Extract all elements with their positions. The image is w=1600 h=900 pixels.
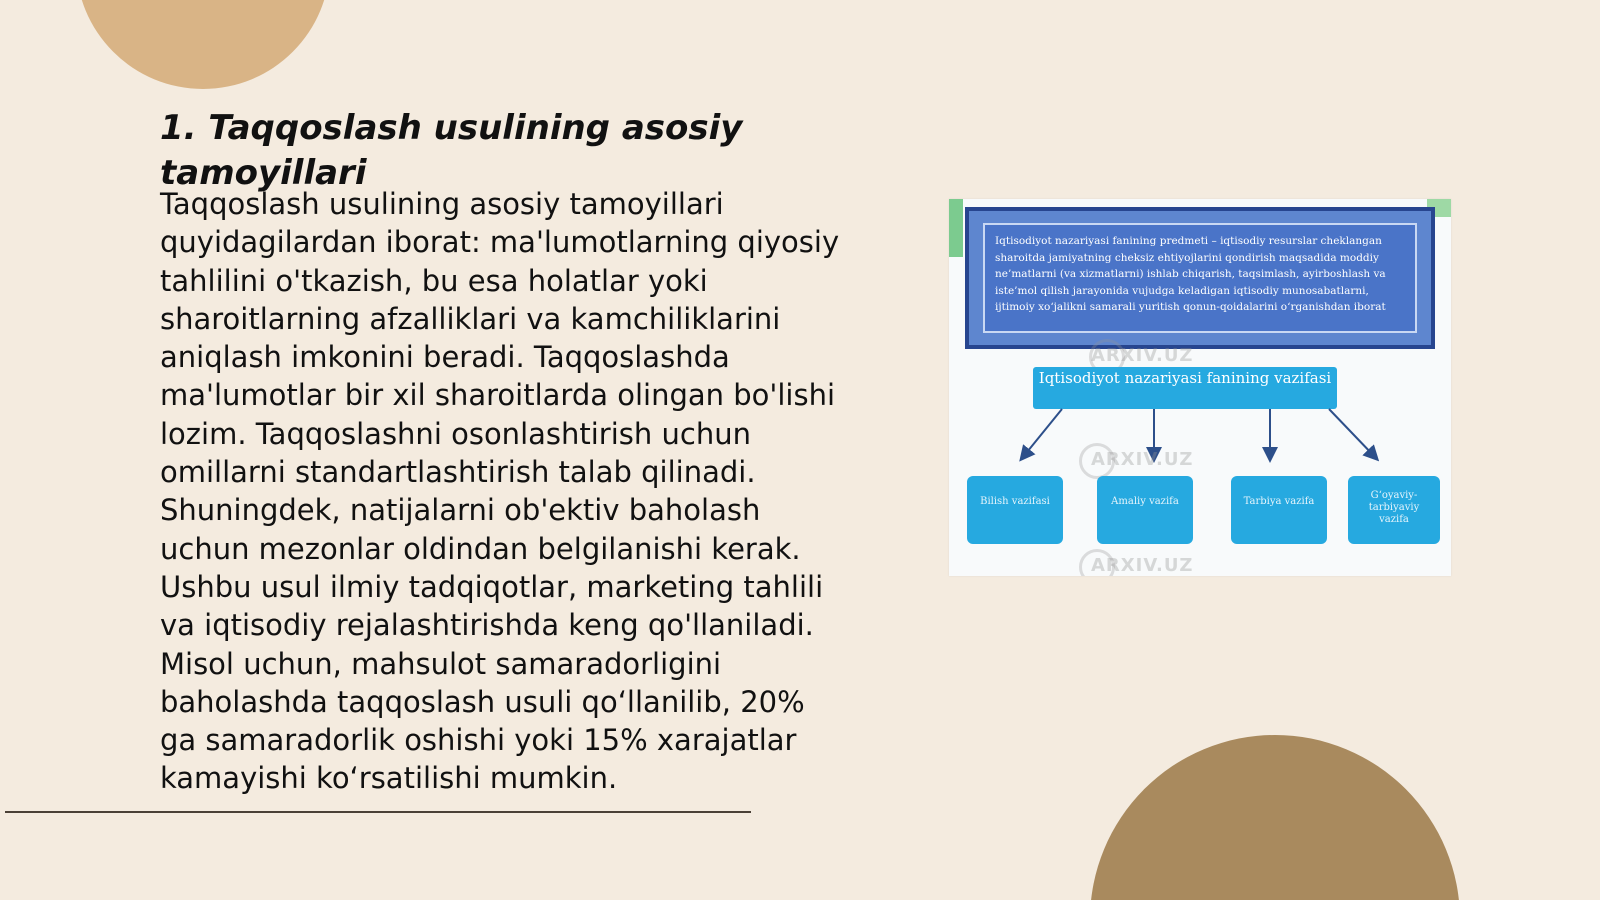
watermark-text: ARXIV.UZ bbox=[1091, 345, 1194, 366]
center-node: Iqtisodiyot nazariyasi fanining vazifasi bbox=[1033, 367, 1337, 409]
watermark-text: ARXIV.UZ bbox=[1091, 449, 1194, 470]
slide-body-text: Taqqoslash usulining asosiy tamoyillari quyidagilardan iborat: ma'lumotlarning qiyosiy tahlilini o'tkazish, bu esa holatlar yoki sharoitlarning afzalliklari va kamchiliklarini aniqlash imkonini beradi. Taqqoslashda ma'lumotlar bir xil sharoitlarda olingan bo'lishi lozim. Taqqoslashni osonlashtirish uchun omillarni standartlashtirish talab qilinadi. Shuningdek, natijalarni ob'ektiv baholash uchun mezonlar oldindan belgilanishi kerak. Ushbu usul ilmiy tadqiqotlar, marketing tahlili va iqtisodiy rejalashtirishda keng qo'llaniladi. Misol uchun, mahsulot samaradorligini baholashda taqqoslash usuli qo‘llanilib, 20% ga samaradorlik oshishi yoki 15% xarajatlar kamayishi ko‘rsatilishi mumkin. bbox=[160, 187, 840, 796]
decorative-line bbox=[5, 811, 751, 813]
definition-text: Iqtisodiyot nazariyasi fanining predmeti – iqtisodiy resurslar cheklangan sharoitda jamiyatning cheksiz ehtiyojlarini qondirish maqsadida moddiy ne’matlarni (va xizmatlarni) ishlab chiqarish, taqsimlash, ayirboshlash va iste’mol qilish jarayonida vujudga keladigan iqtisodiy munosabatlarni, ijtimoiy xo‘jalikni samarali yuritish qonun-qoidalarini o‘rganishdan iborat bbox=[983, 223, 1417, 333]
slide-title: 1. Taqqoslash usulining asosiy tamoyillari bbox=[160, 108, 743, 193]
leaf-node-4: G‘oyaviy-tarbiyaviy vazifa bbox=[1348, 476, 1440, 544]
decorative-circle-top bbox=[76, 0, 330, 89]
diagram-image bbox=[949, 199, 1451, 576]
watermark-text: ARXIV.UZ bbox=[1091, 555, 1194, 576]
leaf-node-1: Bilish vazifasi bbox=[967, 476, 1063, 544]
leaf-node-3: Tarbiya vazifa bbox=[1231, 476, 1327, 544]
arrow-4 bbox=[1329, 409, 1375, 457]
leaf-node-2: Amaliy vazifa bbox=[1097, 476, 1193, 544]
decorative-circle-bottom bbox=[1090, 735, 1460, 900]
arrow-1 bbox=[1023, 409, 1062, 457]
